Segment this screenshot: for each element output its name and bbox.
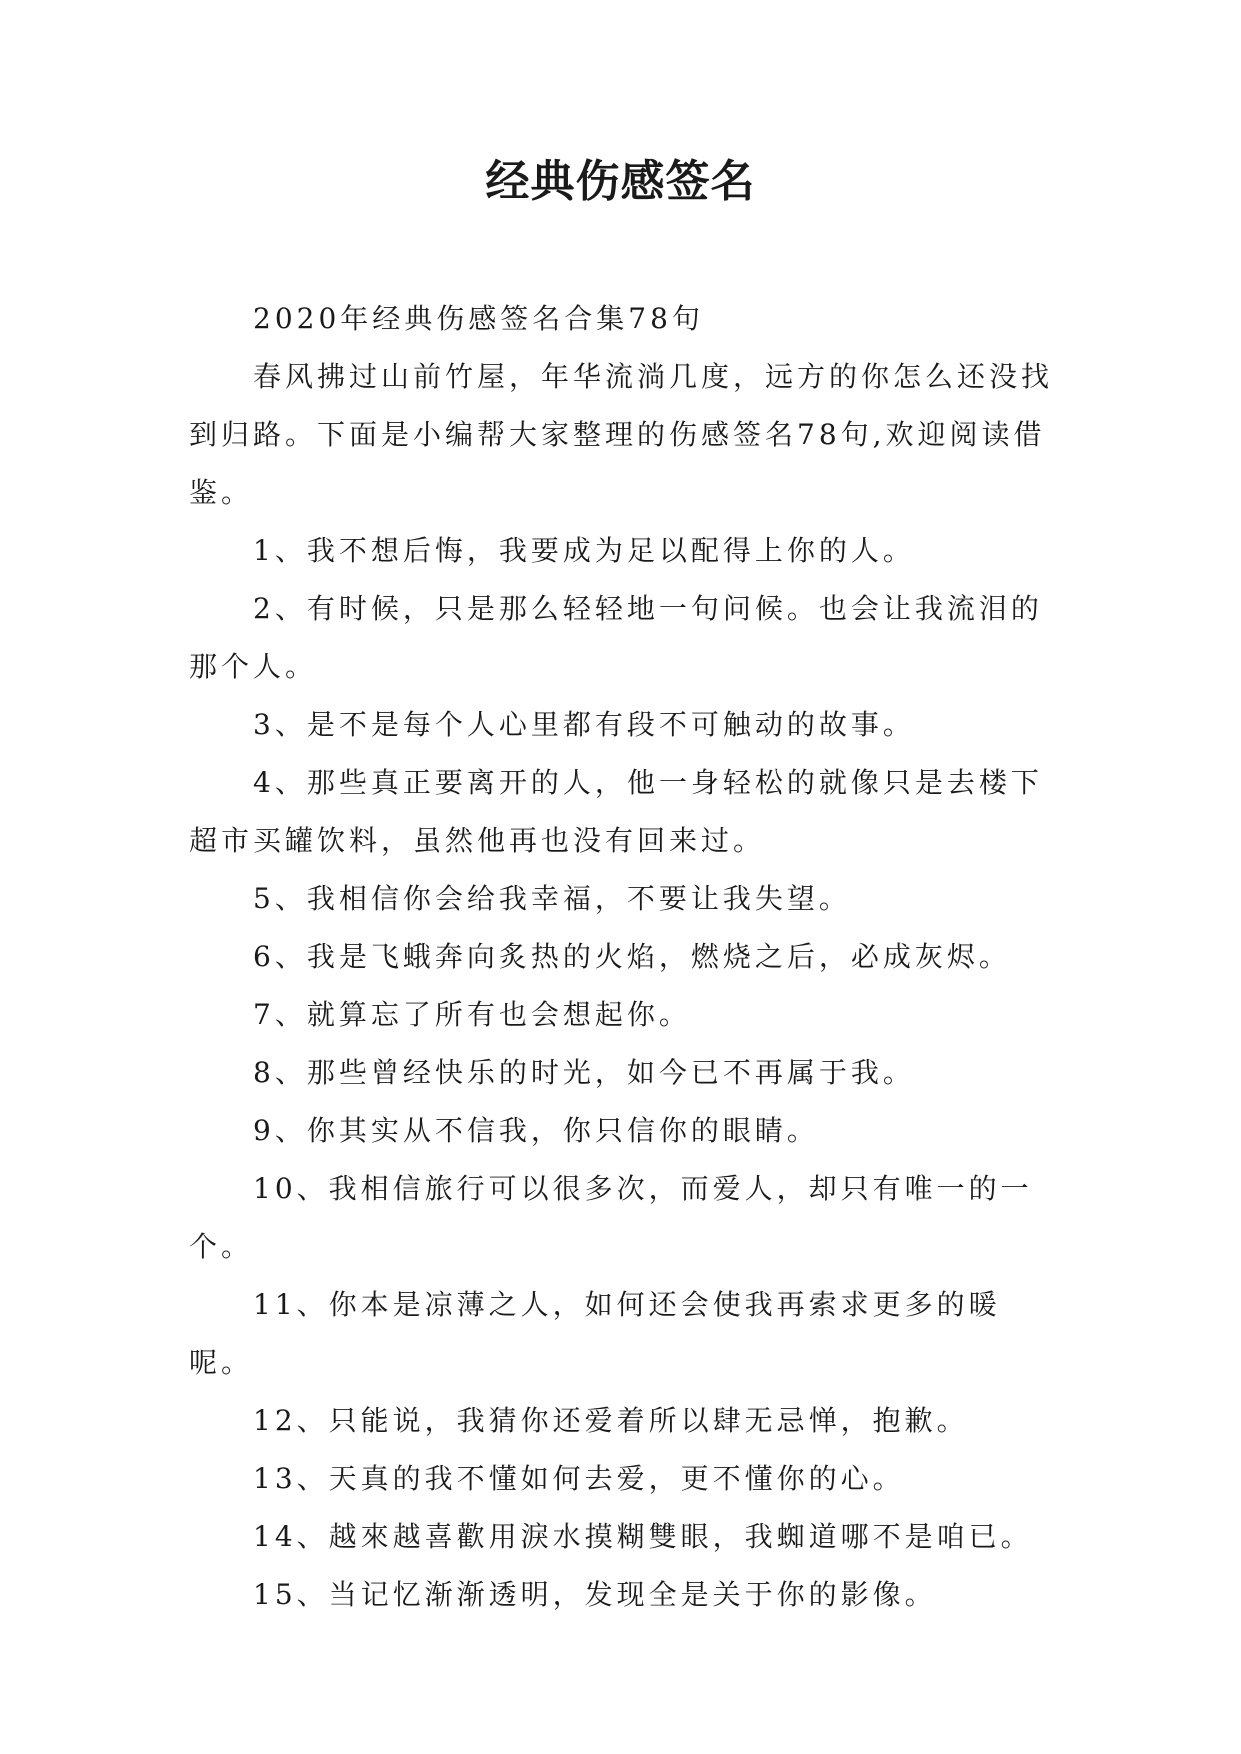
document-title: 经典伤感签名	[485, 156, 756, 207]
paragraph-item-8: 8、那些曾经快乐的时光，如今已不再属于我。	[253, 1056, 915, 1089]
paragraph-item-7: 7、就算忘了所有也会想起你。	[253, 998, 691, 1031]
paragraph-item-3: 3、是不是每个人心里都有段不可触动的故事。	[253, 708, 915, 741]
paragraph-item-4: 4、那些真正要离开的人，他一身轻松的就像只是去楼下超市买罐饮料，虽然他再也没有回来过。	[189, 766, 1043, 857]
paragraph-intro-heading: 2020年经典伤感签名合集78句	[253, 302, 704, 335]
paragraph-item-9: 9、你其实从不信我，你只信你的眼睛。	[253, 1114, 819, 1147]
document-body	[189, 290, 1059, 1624]
paragraph-item-6: 6、我是飞蛾奔向炙热的火焰，燃烧之后，必成灰烬。	[253, 940, 1011, 973]
paragraph-item-10: 10、我相信旅行可以很多次，而爱人，却只有唯一的一个。	[189, 1172, 1033, 1263]
paragraph-item-5: 5、我相信你会给我幸福，不要让我失望。	[253, 882, 851, 915]
paragraph-item-11: 11、你本是凉薄之人，如何还会使我再索求更多的暖呢。	[189, 1288, 1001, 1379]
paragraph-item-2: 2、有时候，只是那么轻轻地一句问候。也会让我流泪的那个人。	[189, 592, 1043, 683]
paragraph-item-12: 12、只能说，我猜你还爱着所以肆无忌惮，抱歉。	[253, 1404, 969, 1437]
paragraph-intro: 春风拂过山前竹屋，年华流淌几度，远方的你怎么还没找到归路。下面是小编帮大家整理的伤感签名78句,欢迎阅读借鉴。	[189, 360, 1054, 509]
paragraph-item-1: 1、我不想后悔，我要成为足以配得上你的人。	[253, 534, 915, 567]
paragraph-item-13: 13、天真的我不懂如何去爱，更不懂你的心。	[253, 1462, 905, 1495]
paragraph-item-15: 15、当记忆渐渐透明，发现全是关于你的影像。	[253, 1578, 937, 1611]
paragraph-item-14: 14、越來越喜歡用淚水摸糊雙眼，我蜘道哪不是咱已。	[253, 1520, 1033, 1553]
